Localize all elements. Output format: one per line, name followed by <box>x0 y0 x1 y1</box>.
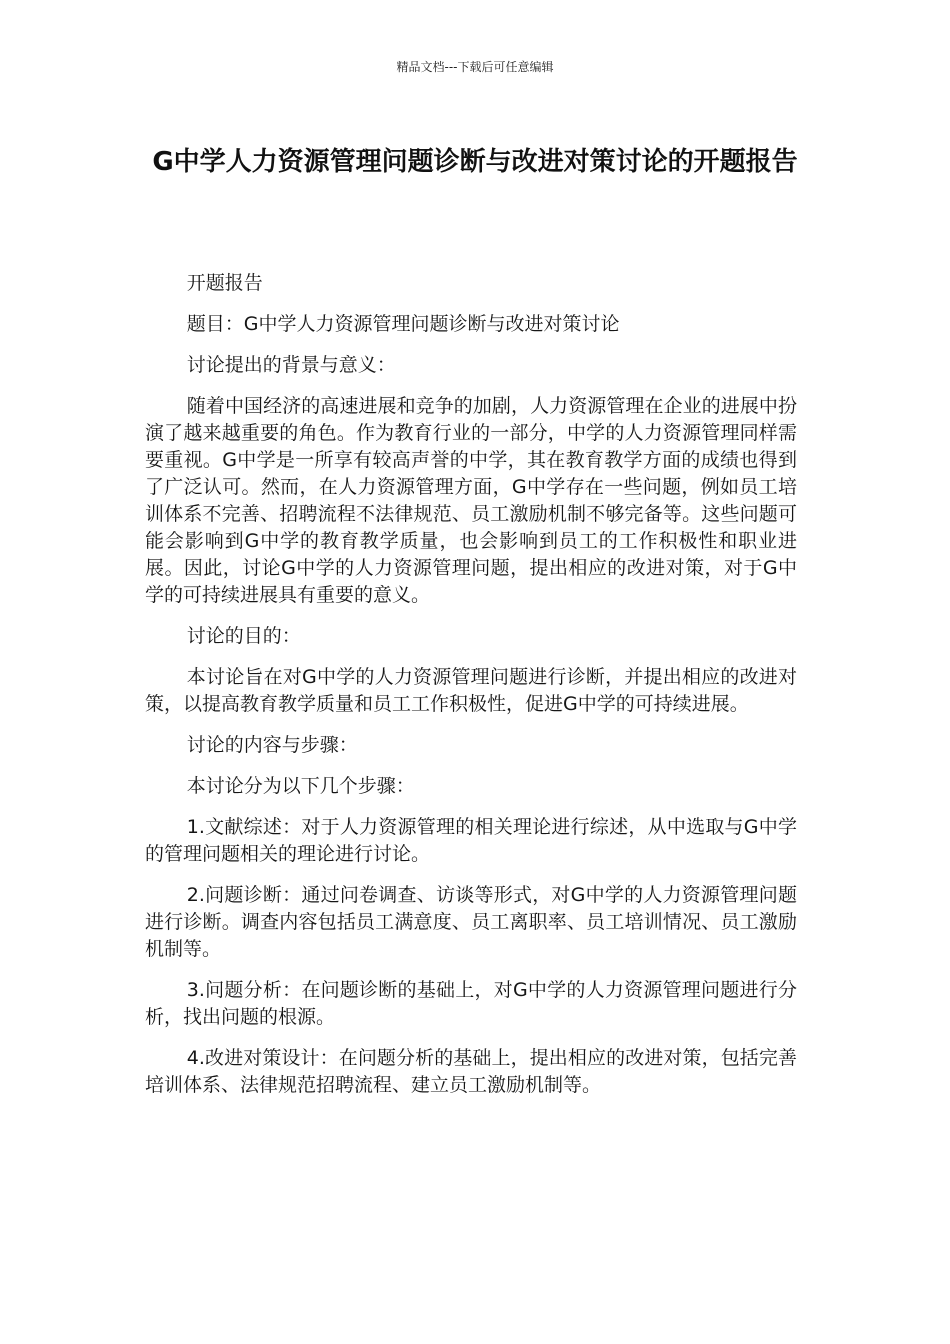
paragraph-background: 随着中国经济的高速进展和竞争的加剧，人力资源管理在企业的进展中扮演了越来越重要的角色。作为教育行业的一部分，中学的人力资源管理同样需要重视。G中学是一所享有较高声誉的中学，其在教育教学方面的成绩也得到了广泛认可。然而，在人力资源管理方面，G中学存在一些问题，例如员工培训体系不完善、招聘流程不法律规范、员工激励机制不够完备等。这些问题可能会影响到G中学的教育教学质量，也会影响到员工的工作积极性和职业进展。因此，讨论G中学的人力资源管理问题，提出相应的改进对策，对于G中学的可持续进展具有重要的意义。 <box>145 395 797 606</box>
paragraph-step-1: 1.文献综述：对于人力资源管理的相关理论进行综述，从中选取与G中学的管理问题相关的理论进行讨论。 <box>145 816 797 865</box>
paragraph-purpose: 本讨论旨在对G中学的人力资源管理问题进行诊断，并提出相应的改进对策，以提高教育教学质量和员工工作积极性，促进G中学的可持续进展。 <box>145 666 797 715</box>
paragraph-steps-intro: 本讨论分为以下几个步骤： <box>186 775 415 797</box>
paragraph-step-3: 3.问题分析：在问题诊断的基础上，对G中学的人力资源管理问题进行分析，找出问题的根源。 <box>145 979 797 1028</box>
paragraph-topic: 题目：G中学人力资源管理问题诊断与改进对策讨论 <box>186 313 620 335</box>
paragraph-content-heading: 讨论的内容与步骤： <box>186 734 358 756</box>
paragraph-background-heading: 讨论提出的背景与意义： <box>186 354 396 376</box>
paragraph-purpose-heading: 讨论的目的： <box>186 625 301 647</box>
document-body <box>145 270 797 1113</box>
paragraph-label: 开题报告 <box>186 272 263 294</box>
header-note: 精品文档---下载后可任意编辑 <box>396 60 554 74</box>
document-title: G中学人力资源管理问题诊断与改进对策讨论的开题报告 <box>152 147 798 177</box>
paragraph-step-2: 2.问题诊断：通过问卷调查、访谈等形式，对G中学的人力资源管理问题进行诊断。调查内容包括员工满意度、员工离职率、员工培训情况、员工激励机制等。 <box>145 884 797 960</box>
paragraph-step-4: 4.改进对策设计：在问题分析的基础上，提出相应的改进对策，包括完善培训体系、法律规范招聘流程、建立员工激励机制等。 <box>145 1047 797 1096</box>
